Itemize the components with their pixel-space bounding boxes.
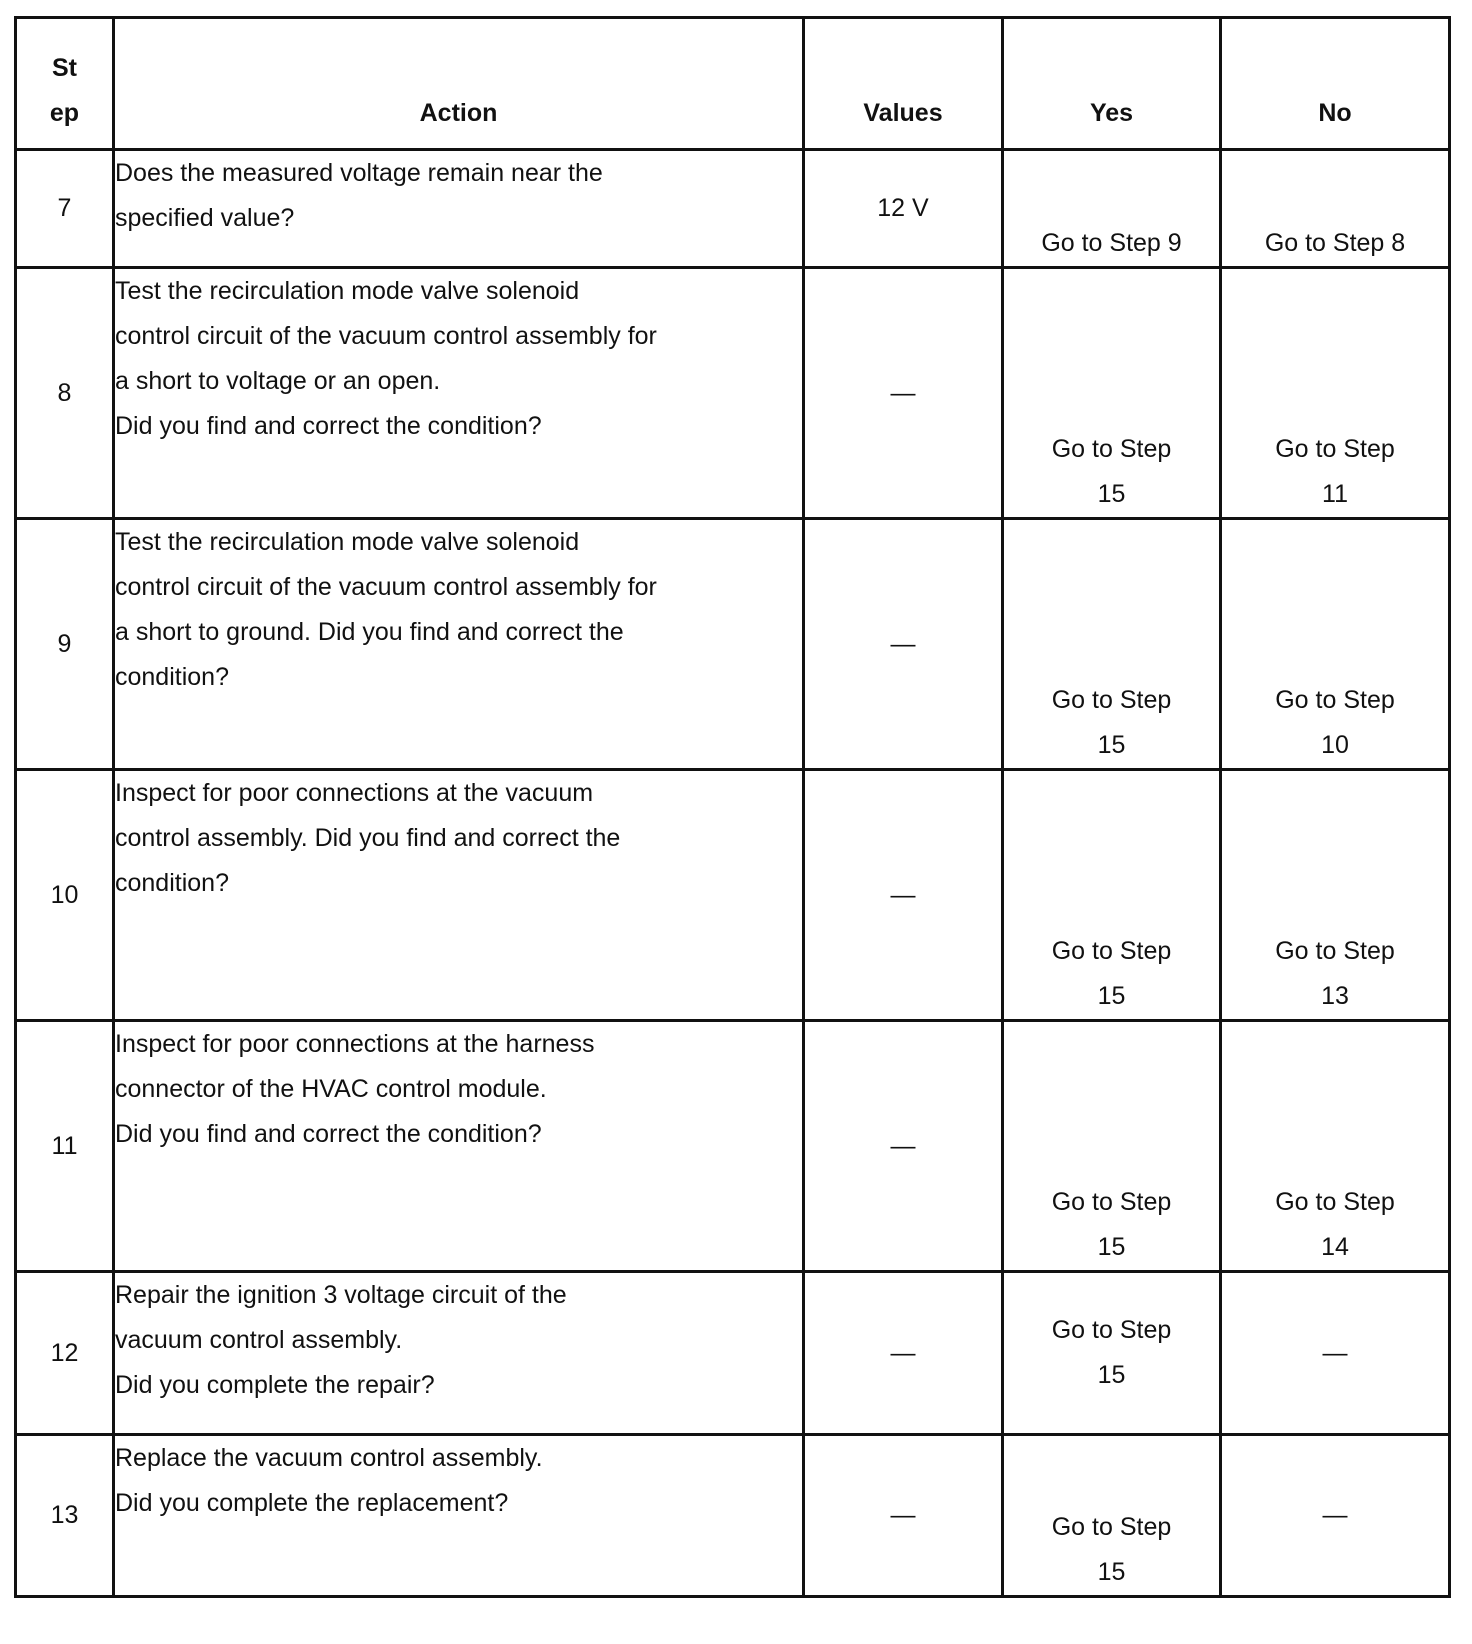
action-text: Does the measured voltage remain near the specified value? bbox=[114, 150, 804, 268]
no-cell: Go to Step 11 bbox=[1221, 268, 1450, 519]
no-cell: Go to Step 13 bbox=[1221, 770, 1450, 1021]
step-number: 7 bbox=[16, 150, 114, 268]
yes-cell: Go to Step 15 bbox=[1003, 1435, 1221, 1597]
diagnostic-table bbox=[14, 16, 1451, 1598]
step-number: 8 bbox=[16, 268, 114, 519]
no-cell: Go to Step 8 bbox=[1221, 150, 1450, 268]
yes-cell: Go to Step 15 bbox=[1003, 519, 1221, 770]
value-cell: 12 V bbox=[804, 150, 1003, 268]
table-row bbox=[16, 519, 1450, 770]
no-cell: Go to Step 10 bbox=[1221, 519, 1450, 770]
step-number: 12 bbox=[16, 1272, 114, 1435]
header-values: Values bbox=[804, 18, 1003, 150]
step-number: 13 bbox=[16, 1435, 114, 1597]
value-cell: — bbox=[804, 268, 1003, 519]
yes-cell: Go to Step 15 bbox=[1003, 1272, 1221, 1435]
action-text: Test the recirculation mode valve solenoid control circuit of the vacuum control assembly for a short to ground. Did you find and correct the condition? bbox=[114, 519, 804, 770]
table-row bbox=[16, 150, 1450, 268]
no-cell: Go to Step 14 bbox=[1221, 1021, 1450, 1272]
action-text: Inspect for poor connections at the harness connector of the HVAC control module. Did you find and correct the condition? bbox=[114, 1021, 804, 1272]
table-row bbox=[16, 1435, 1450, 1597]
header-yes: Yes bbox=[1003, 18, 1221, 150]
step-number: 11 bbox=[16, 1021, 114, 1272]
action-text: Replace the vacuum control assembly. Did you complete the replacement? bbox=[114, 1435, 804, 1597]
value-cell: — bbox=[804, 1435, 1003, 1597]
step-number: 10 bbox=[16, 770, 114, 1021]
table-row bbox=[16, 1272, 1450, 1435]
yes-cell: Go to Step 15 bbox=[1003, 268, 1221, 519]
table-row bbox=[16, 1021, 1450, 1272]
table-row bbox=[16, 268, 1450, 519]
step-number: 9 bbox=[16, 519, 114, 770]
header-action: Action bbox=[114, 18, 804, 150]
no-cell: — bbox=[1221, 1435, 1450, 1597]
value-cell: — bbox=[804, 1272, 1003, 1435]
yes-cell: Go to Step 15 bbox=[1003, 770, 1221, 1021]
table-row bbox=[16, 770, 1450, 1021]
value-cell: — bbox=[804, 519, 1003, 770]
value-cell: — bbox=[804, 770, 1003, 1021]
action-text: Test the recirculation mode valve solenoid control circuit of the vacuum control assembly for a short to voltage or an open. Did you find and correct the condition? bbox=[114, 268, 804, 519]
value-cell: — bbox=[804, 1021, 1003, 1272]
yes-cell: Go to Step 15 bbox=[1003, 1021, 1221, 1272]
header-step: St ep bbox=[16, 18, 114, 150]
action-text: Inspect for poor connections at the vacuum control assembly. Did you find and correct the condition? bbox=[114, 770, 804, 1021]
action-text: Repair the ignition 3 voltage circuit of the vacuum control assembly. Did you complete the repair? bbox=[114, 1272, 804, 1435]
yes-cell: Go to Step 9 bbox=[1003, 150, 1221, 268]
header-row bbox=[16, 18, 1450, 150]
header-no: No bbox=[1221, 18, 1450, 150]
no-cell: — bbox=[1221, 1272, 1450, 1435]
